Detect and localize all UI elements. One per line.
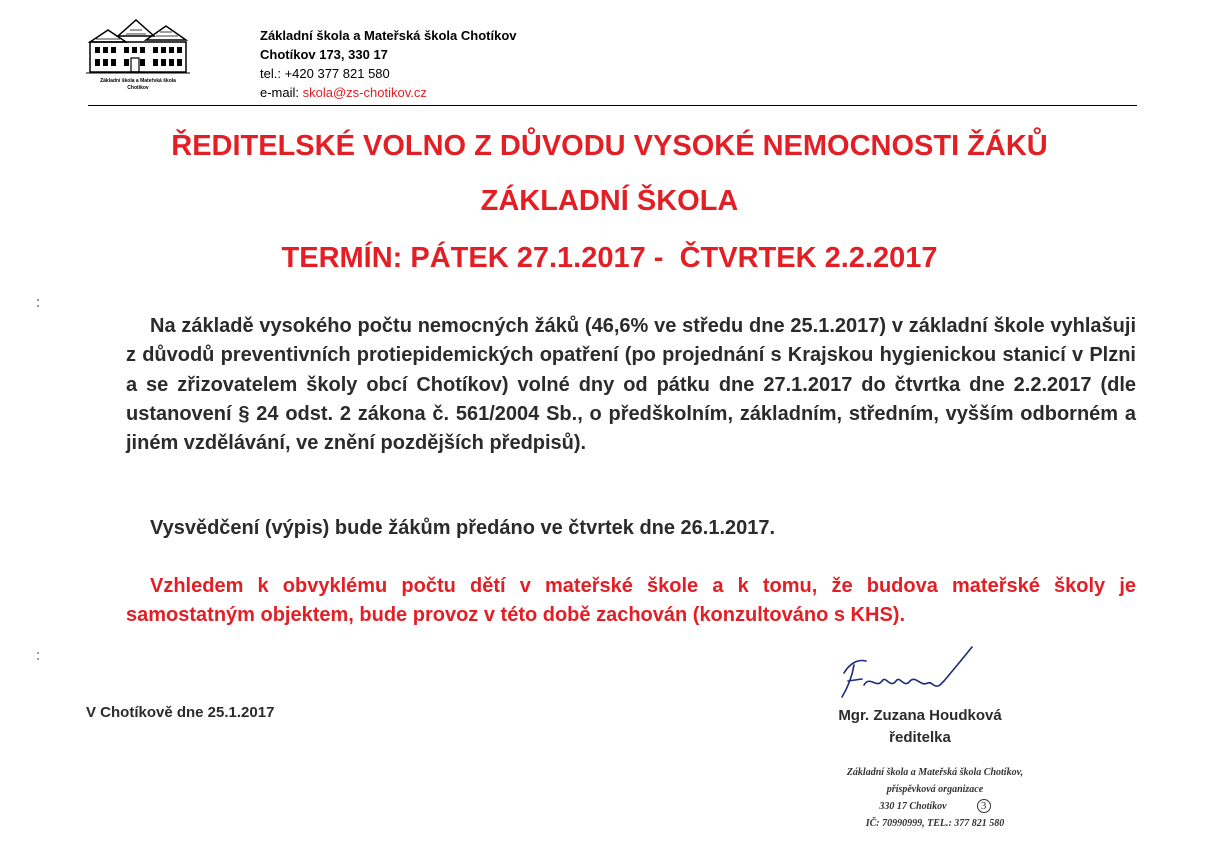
school-logo <box>86 14 190 96</box>
school-phone: tel.: +420 377 821 580 <box>260 66 390 81</box>
email-label: e-mail: <box>260 85 303 100</box>
stamp-line3: 330 17 Chotíkov <box>879 801 947 812</box>
scan-speck <box>37 652 39 654</box>
title-line3: TERMÍN: PÁTEK 27.1.2017 - ČTVRTEK 2.2.2017 <box>281 242 938 274</box>
scan-speck <box>37 299 39 301</box>
school-name: Základní škola a Mateřská škola Chotíkov <box>260 28 517 43</box>
scan-speck <box>37 305 39 307</box>
school-email-row <box>260 83 517 102</box>
official-stamp <box>820 764 1050 832</box>
logo-caption-line1: Základní škola a Mateřská škola <box>100 78 176 84</box>
header-divider <box>88 105 1137 106</box>
email-link[interactable]: skola@zs-chotikov.cz <box>302 85 427 100</box>
stamp-line2: příspěvková organizace <box>886 784 984 795</box>
stamp-line1: Základní škola a Mateřská škola Chotíkov, <box>846 767 1024 778</box>
handwritten-signature <box>836 645 986 705</box>
title-line1: ŘEDITELSKÉ VOLNO Z DŮVODU VYSOKÉ NEMOCNOSTI ŽÁKŮ <box>171 130 1048 162</box>
scan-speck <box>37 658 39 660</box>
school-contact-block <box>260 26 517 102</box>
stamp-line4: IČ: 70990999, TEL.: 377 821 580 <box>865 818 1005 829</box>
place-and-date: V Chotíkově dne 25.1.2017 <box>86 704 275 721</box>
signatory-role: ředitelka <box>889 729 951 746</box>
logo-caption-line2: Chotíkov <box>127 85 149 91</box>
signatory-name: Mgr. Zuzana Houdková <box>838 707 1002 724</box>
body-paragraph-1: Na základě vysokého počtu nemocných žáků (46,6% ve středu dne 25.1.2017) v základní škole vyhlašuji z důvodů preventivních protiepidemických opatření (po projednání s Krajskou hygienickou stanicí v Plzni a se zřizovatelem školy obcí Chotíkov) volné dny od pátku dne 27.1.2017 do čtvrtka dne 2.2.2017 (dle ustanovení § 24 odst. 2 zákona č. 561/2004 Sb., o předškolním, základním, středním, vyšším odborném a jiném vzdělávání, ve znění pozdějších předpisů). <box>126 315 1136 455</box>
school-address: Chotíkov 173, 330 17 <box>260 47 388 62</box>
stamp-line3-row <box>820 798 1050 815</box>
stamp-number: 3 <box>977 799 991 813</box>
body-paragraph-2: Vysvědčení (výpis) bude žákům předáno ve čtvrtek dne 26.1.2017. <box>150 517 776 539</box>
school-building-icon <box>86 14 190 76</box>
body-paragraph-3: Vzhledem k obvyklému počtu dětí v mateřské škole a k tomu, že budova mateřské školy je samostatným objektem, bude provoz v této době zachován (konzultováno s KHS). <box>126 575 1136 627</box>
title-line2: ZÁKLADNÍ ŠKOLA <box>480 185 739 217</box>
